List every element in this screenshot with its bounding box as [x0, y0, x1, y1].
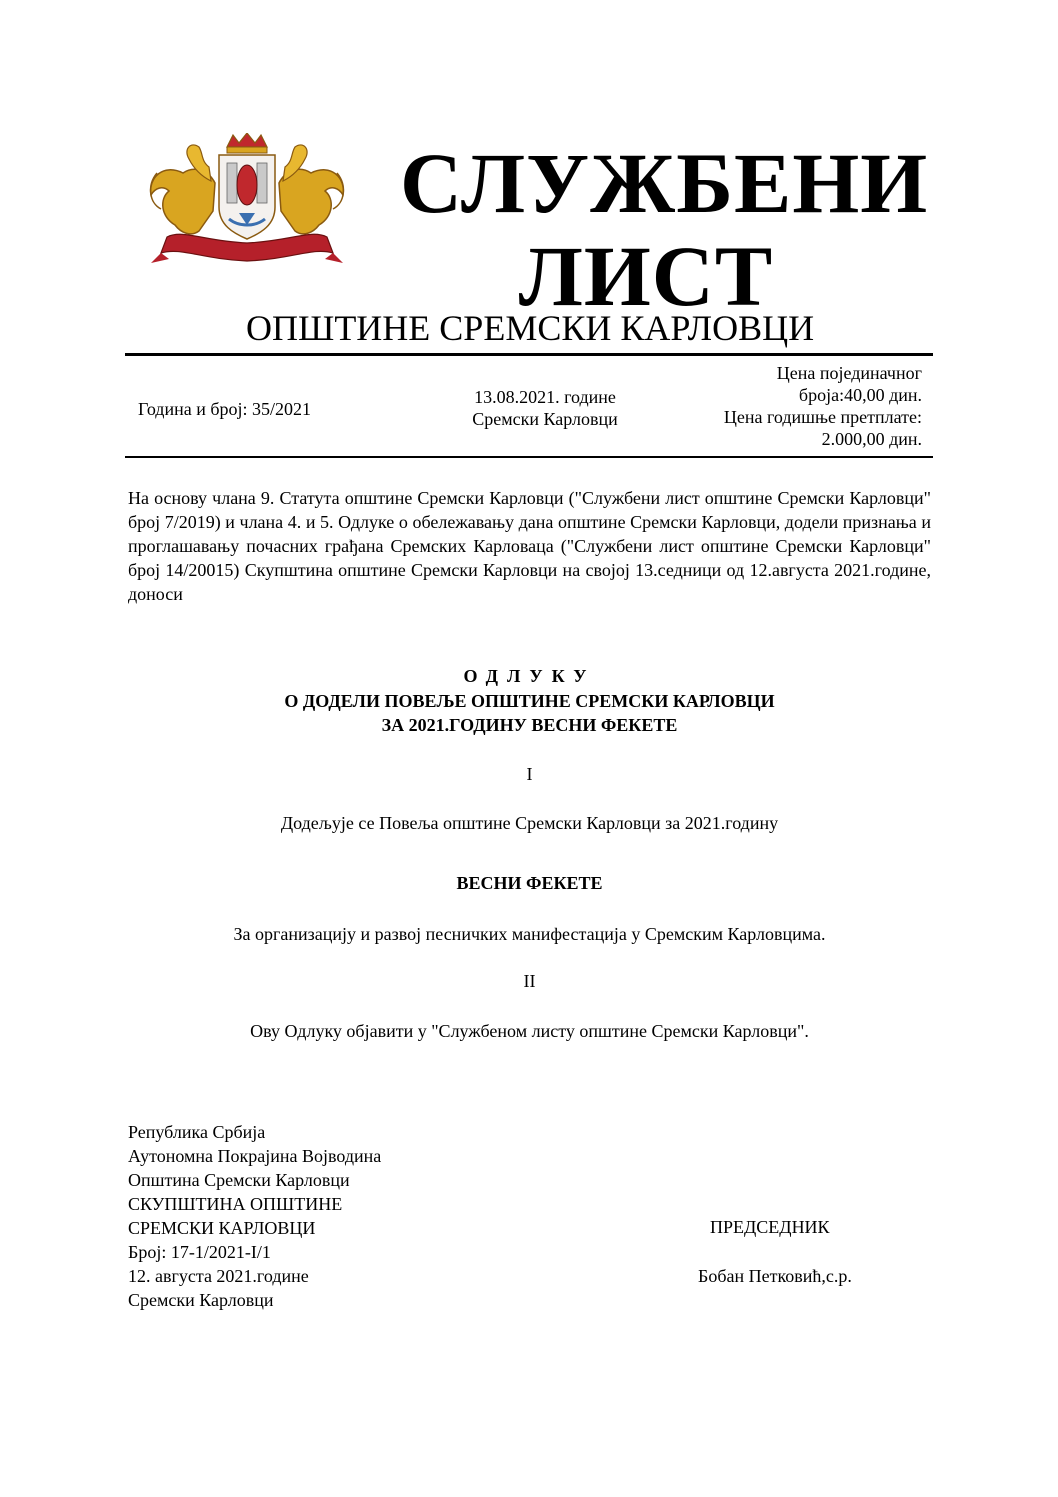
document-number: Број: 17-1/2021-I/1 [128, 1242, 271, 1262]
president-name: Бобан Петковић,с.р. [698, 1266, 852, 1286]
award-reason: За организацију и развој песничких манифестација у Сремским Карловцима. [233, 924, 826, 944]
price-line: броја:40,00 дин. [798, 385, 922, 405]
issue-place: Сремски Карловци [472, 409, 618, 429]
president-title: ПРЕДСЕДНИК [710, 1217, 830, 1237]
price-line: Цена појединачног [776, 363, 922, 383]
decision-heading: ОДЛУКУ [463, 666, 596, 686]
coat-of-arms-icon [143, 133, 351, 270]
issuer-line: Република Србија [128, 1122, 266, 1142]
section-number: II [523, 971, 536, 991]
price-block [680, 362, 922, 450]
issuer-line: Аутономна Покрајина Војводина [128, 1146, 382, 1166]
grant-text: Додељује се Повеља општине Сремски Карловци за 2021.годину [280, 813, 779, 833]
header-bottom-rule [125, 456, 933, 458]
issue-date-block [440, 386, 650, 430]
masthead-subtitle: ЛИСТ [518, 228, 774, 324]
issuer-line: Општина Сремски Карловци [128, 1170, 350, 1190]
masthead-municipality: ОПШТИНЕ СРЕМСКИ КАРЛОВЦИ [246, 308, 815, 348]
issue-date: 13.08.2021. године [474, 387, 616, 407]
issuer-line: СРЕМСКИ КАРЛОВЦИ [128, 1218, 316, 1238]
document-place: Сремски Карловци [128, 1290, 274, 1310]
section-number: I [526, 764, 533, 784]
issuer-block [128, 1120, 381, 1312]
recipient-name: ВЕСНИ ФЕКЕТЕ [456, 873, 603, 893]
masthead-title: СЛУЖБЕНИ [400, 135, 929, 231]
header-top-rule [125, 353, 933, 356]
issue-number: Година и број: 35/2021 [138, 399, 312, 419]
decision-subtitle: О ДОДЕЛИ ПОВЕЉЕ ОПШТИНЕ СРЕМСКИ КАРЛОВЦИ [284, 691, 775, 711]
preamble-paragraph: На основу члана 9. Статута општине Сремски Карловци ("Службени лист општине Сремски Карловци" број 7/2019) и члана 4. и 5. Одлуке о обележавању дана општине Сремски Карловци, додели признања и проглашавању почасних грађана Сремских Карловаца ("Службени лист општине Сремски Карловци" број 14/20015) Скупштина општине Сремски Карловци на својој 13.седници од 12.августа 2021.године, доноси [128, 488, 931, 604]
price-line: 2.000,00 дин. [821, 429, 922, 449]
publish-clause: Ову Одлуку објавити у "Службеном листу општине Сремски Карловци". [250, 1021, 809, 1041]
issuer-line: СКУПШТИНА ОПШТИНЕ [128, 1194, 343, 1214]
price-line: Цена годишње претплате: [723, 407, 922, 427]
decision-subtitle: ЗА 2021.ГОДИНУ ВЕСНИ ФЕКЕТЕ [381, 715, 678, 735]
document-date: 12. августа 2021.године [128, 1266, 309, 1286]
